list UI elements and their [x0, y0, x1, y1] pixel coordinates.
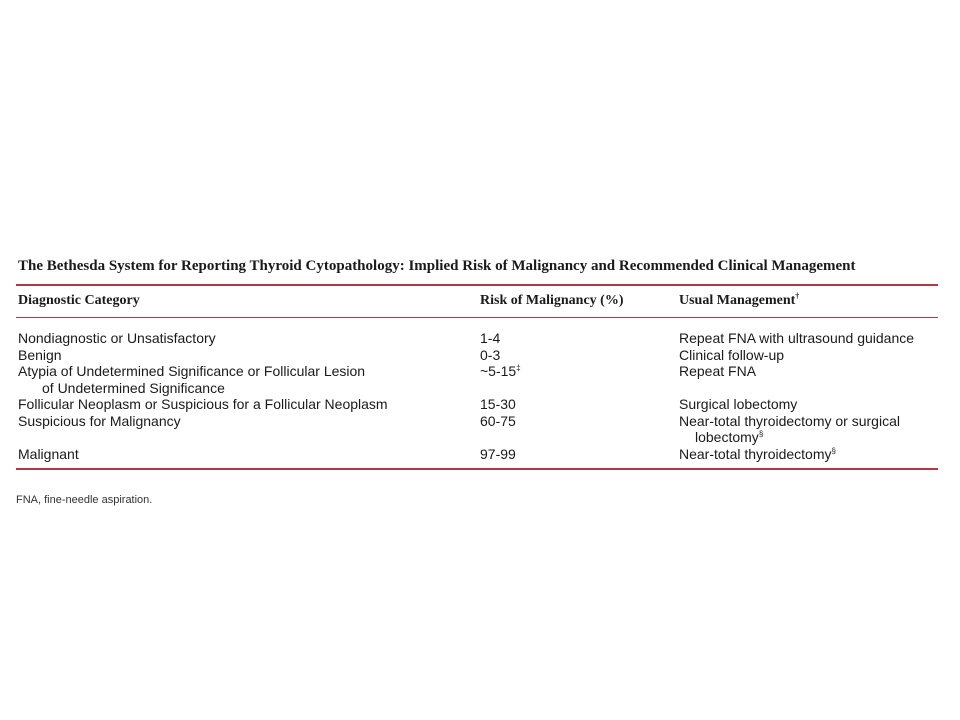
table-body	[16, 318, 938, 462]
cell-management: Repeat FNA with ultrasound guidance	[679, 330, 915, 346]
footnote-cropped	[16, 494, 176, 506]
cell-management	[679, 446, 939, 463]
header-diagnostic-category: Diagnostic Category	[18, 293, 140, 308]
table-row	[16, 446, 938, 463]
cell-risk: 60-75	[480, 412, 516, 429]
cell-management: Surgical lobectomy	[679, 396, 798, 412]
header-dagger-mark: †	[795, 291, 800, 301]
bethesda-table	[16, 258, 938, 470]
cell-risk: 15-30	[480, 396, 516, 412]
cell-risk-value: ~5-15	[480, 363, 517, 379]
cell-category-line1: Atypia of Undetermined Significance or Follicular Lesion	[18, 363, 366, 379]
table-row	[16, 330, 938, 347]
cell-category: Malignant	[18, 445, 79, 462]
cell-management-line2	[679, 429, 939, 446]
cell-category: Nondiagnostic or Unsatisfactory	[18, 330, 216, 346]
cell-category	[18, 363, 448, 396]
cell-risk: 97-99	[480, 445, 516, 462]
cell-management-line1: Near-total thyroidectomy or surgical	[679, 412, 900, 429]
cell-management	[679, 413, 939, 446]
table-header-row	[16, 286, 938, 317]
cell-management-cont: lobectomy	[695, 429, 759, 445]
footnote-text: FNA, fine-needle aspiration.	[16, 494, 153, 506]
cell-management: Clinical follow-up	[679, 346, 785, 363]
cell-management-value: Near-total thyroidectomy	[679, 445, 832, 462]
section-mark: §	[831, 445, 836, 455]
cell-category-line2: of Undetermined Significance	[42, 379, 225, 396]
cell-category: Follicular Neoplasm or Suspicious for a Follicular Neoplasm	[18, 396, 388, 412]
cell-category: Benign	[18, 346, 62, 363]
cell-management: Repeat FNA	[679, 363, 757, 379]
cell-risk	[480, 363, 660, 380]
header-risk-of-malignancy: Risk of Malignancy (%)	[480, 293, 624, 308]
header-usual-management	[679, 293, 799, 309]
table-row	[16, 363, 938, 396]
cell-risk: 1-4	[480, 330, 501, 346]
double-dagger-mark: ‡	[516, 363, 521, 373]
section-mark: §	[758, 429, 764, 439]
table-caption: The Bethesda System for Reporting Thyroid Cytopathology: Implied Risk of Malignancy and Recommended Clinical Management	[18, 258, 856, 274]
header-usual-management-label: Usual Management	[679, 293, 796, 308]
table-bottom-rule	[16, 468, 938, 470]
table-row	[16, 396, 938, 413]
cell-risk: 0-3	[480, 346, 501, 363]
cell-category: Suspicious for Malignancy	[18, 412, 181, 429]
table-row	[16, 347, 938, 364]
table-row	[16, 413, 938, 446]
